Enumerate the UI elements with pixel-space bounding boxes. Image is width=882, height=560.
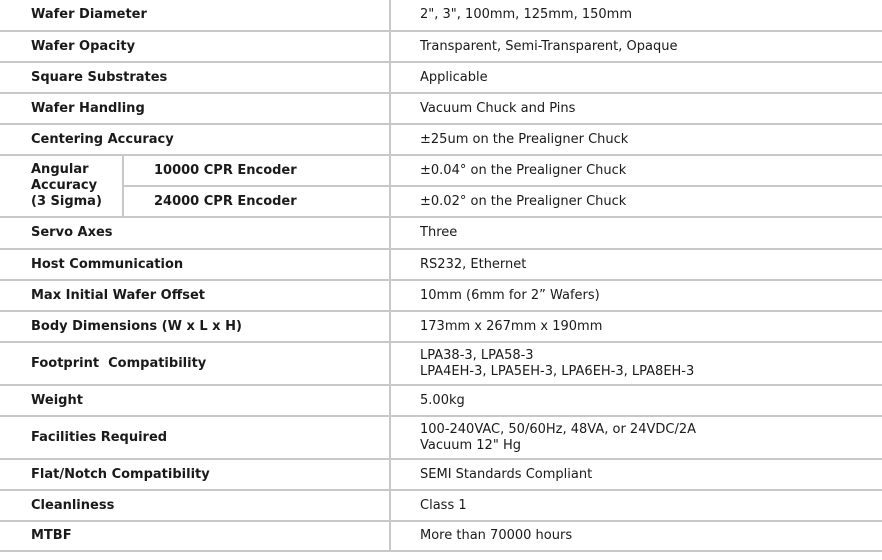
spec-value: Vacuum Chuck and Pins (390, 93, 882, 124)
spec-value-line: Vacuum 12" Hg (420, 437, 521, 453)
spec-value: 173mm x 267mm x 190mm (390, 311, 882, 342)
table-row (0, 31, 882, 62)
spec-label: Body Dimensions (W x L x H) (0, 311, 390, 342)
angular-label-line: (3 Sigma) (31, 194, 102, 209)
table-row (0, 0, 882, 31)
spec-label: Flat/Notch Compatibility (0, 459, 390, 490)
spec-label: Wafer Handling (0, 93, 390, 124)
spec-label: Max Initial Wafer Offset (0, 280, 390, 311)
spec-label: Wafer Diameter (0, 0, 390, 31)
spec-label: Cleanliness (0, 490, 390, 521)
table-row (0, 521, 882, 551)
spec-value (390, 342, 882, 385)
table-row (0, 249, 882, 280)
spec-value: Applicable (390, 62, 882, 93)
angular-label-line: Angular (31, 162, 89, 177)
angular-label-line: Accuracy (31, 178, 98, 193)
table-row (0, 217, 882, 249)
spec-value-line: LPA4EH-3, LPA5EH-3, LPA6EH-3, LPA8EH-3 (420, 363, 695, 379)
table-row (0, 385, 882, 416)
spec-value: Transparent, Semi-Transparent, Opaque (390, 31, 882, 62)
spec-label: Host Communication (0, 249, 390, 280)
spec-value-line: LPA38-3, LPA58-3 (420, 347, 534, 363)
table-row (0, 342, 882, 385)
table-row (0, 311, 882, 342)
spec-label: Footprint Compatibility (0, 342, 390, 385)
encoder-label: 24000 CPR Encoder (123, 186, 390, 217)
table-row (0, 93, 882, 124)
spec-label: Wafer Opacity (0, 31, 390, 62)
spec-value: 2", 3", 100mm, 125mm, 150mm (420, 7, 632, 22)
table-row (0, 62, 882, 93)
spec-value: RS232, Ethernet (390, 249, 882, 280)
spec-value: Three (390, 217, 882, 249)
spec-value: More than 70000 hours (390, 521, 882, 551)
encoder-label: 10000 CPR Encoder (123, 155, 390, 186)
table-row (0, 124, 882, 155)
spec-label: Square Substrates (0, 62, 390, 93)
table-row (0, 280, 882, 311)
spec-value: ±0.04° on the Prealigner Chuck (390, 155, 882, 186)
spec-value-line: 100-240VAC, 50/60Hz, 48VA, or 24VDC/2A (420, 421, 696, 437)
table-row (0, 416, 882, 459)
table-row (0, 186, 882, 217)
spec-label: MTBF (0, 521, 390, 551)
spec-value (390, 416, 882, 459)
angular-accuracy-label (0, 155, 123, 217)
spec-label: Centering Accuracy (0, 124, 390, 155)
spec-label: Facilities Required (0, 416, 390, 459)
spec-value: Class 1 (390, 490, 882, 521)
table-row (0, 155, 882, 186)
spec-value: 5.00kg (390, 385, 882, 416)
table-row (0, 490, 882, 521)
spec-value: SEMI Standards Compliant (390, 459, 882, 490)
spec-label: Servo Axes (0, 217, 390, 249)
spec-label: Weight (0, 385, 390, 416)
spec-value: ±25um on the Prealigner Chuck (390, 124, 882, 155)
spec-value: ±0.02° on the Prealigner Chuck (390, 186, 882, 217)
spec-value: 10mm (6mm for 2” Wafers) (390, 280, 882, 311)
table-row (0, 459, 882, 490)
